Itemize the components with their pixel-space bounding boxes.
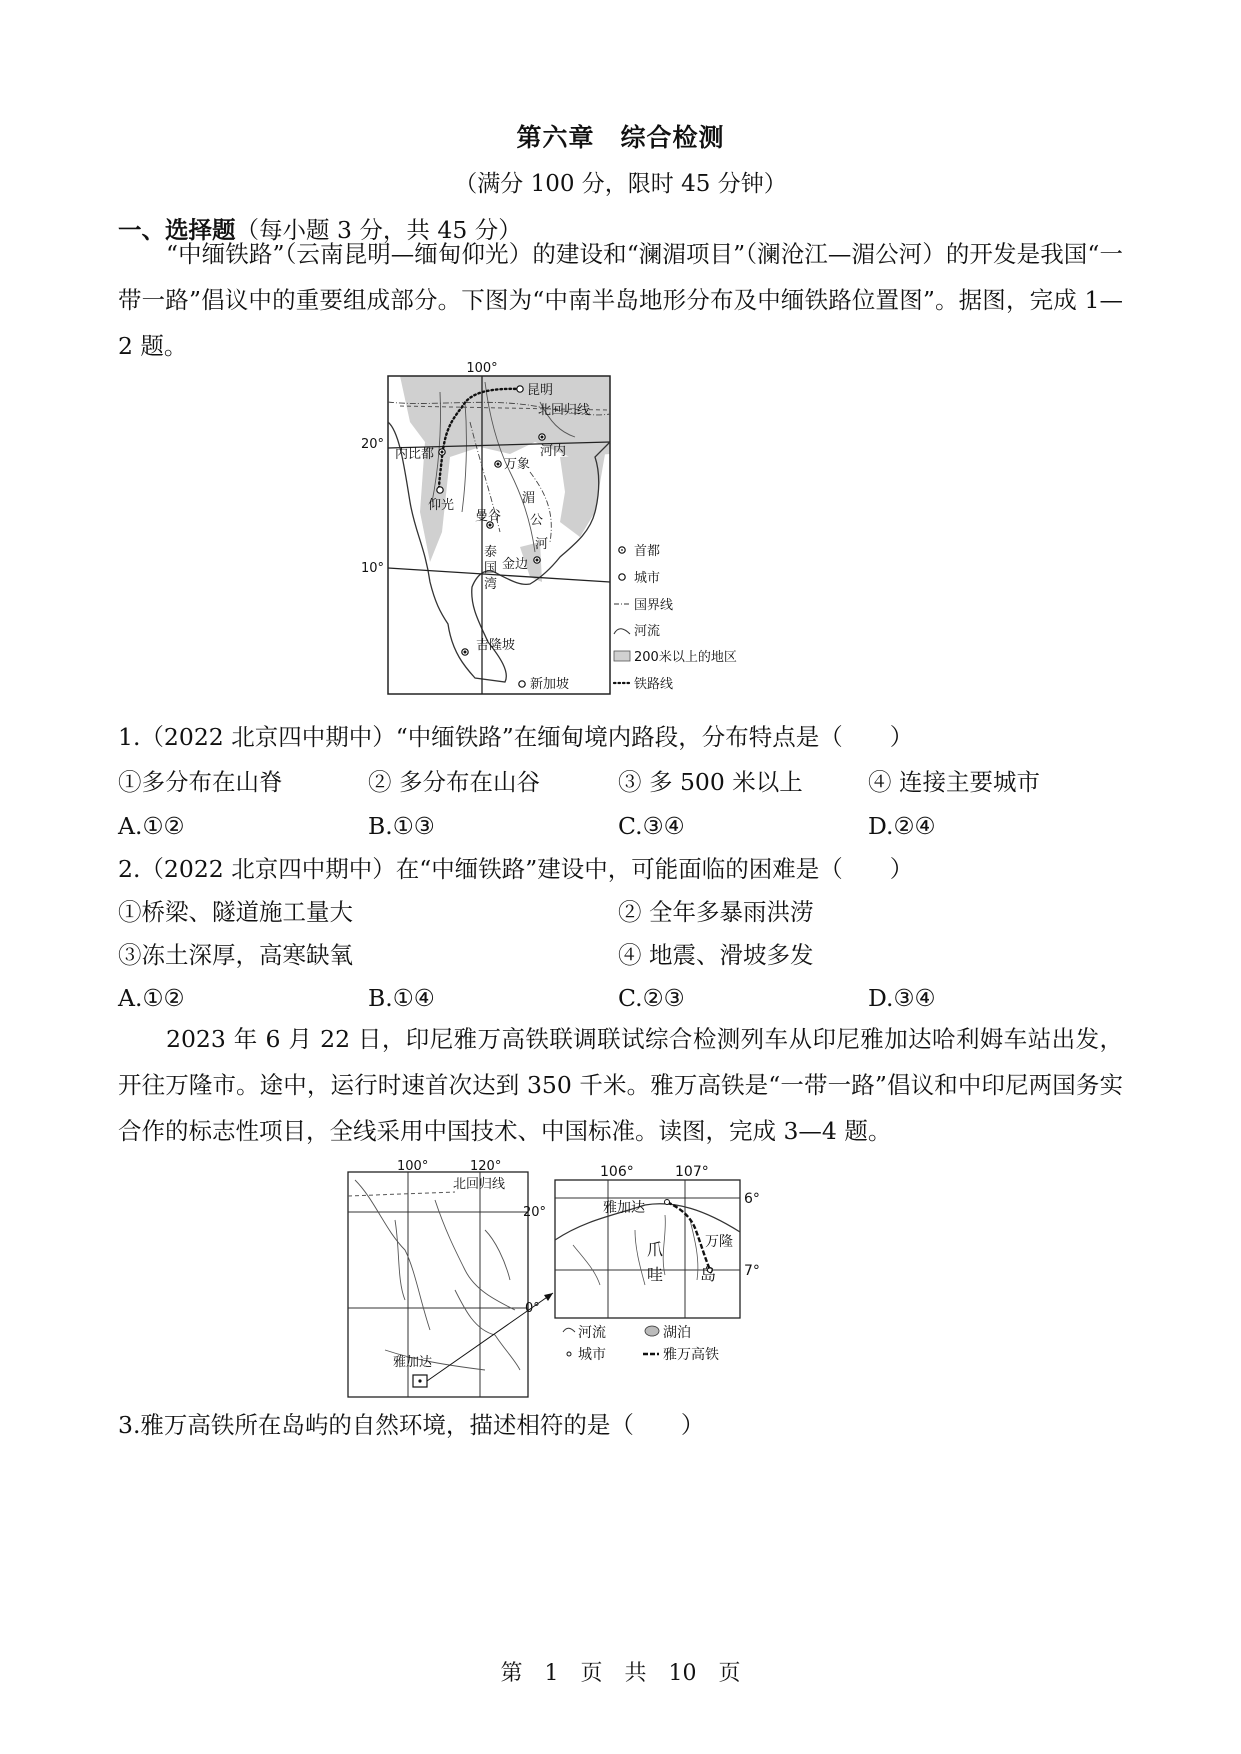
legend2-railway: 雅万高铁 <box>663 1347 719 1363</box>
page-footer: 第 1 页 共 10 页 <box>500 1661 741 1686</box>
parallel-10 <box>388 568 610 582</box>
legend-highland: 200米以上的地区 <box>634 650 737 665</box>
map1-label-5: 河内 <box>540 444 567 459</box>
legend-city: 城市 <box>634 571 661 586</box>
legend-border: 国界线 <box>634 598 674 613</box>
q1-item-1: ①多分布在山脊 <box>118 768 283 796</box>
map1-label-13: 泰 <box>484 545 498 560</box>
section-note: （每小题 3 分，共 45 分） <box>235 216 522 244</box>
q1-option-a: A.①② <box>118 812 185 840</box>
inset-label-1: 107° <box>675 1164 709 1180</box>
map1-label-9: 曼谷 <box>475 509 502 524</box>
map1-label-11: 公 <box>530 513 544 528</box>
map2-label-4: 0° <box>525 1301 540 1316</box>
q2-option-c: C.②③ <box>618 984 685 1012</box>
map1-label-16: 金边 <box>502 557 529 572</box>
map1-label-15: 湾 <box>484 577 498 592</box>
map2-label-0: 100° <box>397 1159 429 1174</box>
q2-option-b: B.①④ <box>368 984 435 1012</box>
inset-label-8: 岛 <box>700 1265 717 1284</box>
q1-item-2: ② 多分布在山谷 <box>368 768 540 796</box>
intro-paragraph-2: 2023 年 6 月 22 日，印尼雅万高铁联调联试综合检测列车从印尼雅加达哈利姆车站出发，开往万隆市。途中，运行时速首次达到 350 千米。雅万高铁是“一带一路”倡议和中印尼两国务实合作的标志性项目，全线采用中国技术、中国标准。读图，完成 3—4 题。 <box>118 1025 1123 1145</box>
legend-river: 河流 <box>634 624 661 639</box>
q2-option-a: A.①② <box>118 984 185 1012</box>
map2-label-2: 北回归线 <box>453 1177 506 1192</box>
map1-label-2: 10° <box>360 561 384 576</box>
page-subtitle: （满分 100 分，限时 45 分钟） <box>454 171 787 197</box>
q1-stem: 1.（2022 北京四中期中）“中缅铁路”在缅甸境内路段，分布特点是（ ） <box>118 723 914 751</box>
q2-item-1: ①桥梁、隧道施工量大 <box>118 898 353 926</box>
legend2-river: 河流 <box>578 1325 606 1341</box>
high-speed-rail-line <box>667 1202 710 1270</box>
inset-label-6: 爪 <box>647 1240 664 1259</box>
q2-item-2: ② 全年多暴雨洪涝 <box>618 898 814 926</box>
map1-label-6: 内比都 <box>395 447 435 462</box>
map1-label-8: 仰光 <box>428 498 455 513</box>
page-title: 第六章 综合检测 <box>516 123 725 152</box>
map1-label-4: 北回归线 <box>538 403 591 418</box>
map1-legend <box>614 543 737 692</box>
q3-stem: 3.雅万高铁所在岛屿的自然环境，描述相符的是（ ） <box>118 1411 705 1439</box>
map1-label-14: 国 <box>484 561 498 576</box>
q1-option-d: D.②④ <box>868 812 936 840</box>
legend2-lake: 湖泊 <box>663 1325 691 1341</box>
q1-option-c: C.③④ <box>618 812 685 840</box>
map1-label-12: 河 <box>535 537 549 552</box>
q1-option-b: B.①③ <box>368 812 435 840</box>
q2-item-4: ④ 地震、滑坡多发 <box>618 941 814 969</box>
map2-label-5: 雅加达 <box>393 1355 433 1370</box>
map1-label-0: 100° <box>466 361 498 376</box>
map1-label-3: 昆明 <box>527 383 554 398</box>
inset-label-5: 万隆 <box>705 1234 733 1250</box>
section-head: 一、选择题 <box>118 216 236 244</box>
q2-stem: 2.（2022 北京四中期中）在“中缅铁路”建设中，可能面临的困难是（ ） <box>118 855 914 883</box>
inset-label-7: 哇 <box>647 1265 664 1284</box>
java-map <box>345 1160 785 1400</box>
indochina-map <box>360 361 770 697</box>
intro-paragraph-1: “中缅铁路”（云南昆明—缅甸仰光）的建设和“澜湄项目”（澜沧江—湄公河）的开发是我国“一带一路”倡议中的重要组成部分。下图为“中南半岛地形分布及中缅铁路位置图”。据图，完成 1—2 题。 <box>118 240 1123 360</box>
map1-label-7: 万象 <box>504 457 531 472</box>
map1-label-17: 吉隆坡 <box>476 638 516 653</box>
map1-label-1: 20° <box>360 437 384 452</box>
map1-label-18: 新加坡 <box>530 677 570 692</box>
legend2-city: 城市 <box>578 1347 606 1363</box>
inset-label-3: 7° <box>744 1263 760 1279</box>
map2-label-3: 20° <box>523 1205 547 1220</box>
legend-capital: 首都 <box>634 544 661 559</box>
inset-label-0: 106° <box>600 1164 634 1180</box>
map2-legend <box>563 1324 719 1363</box>
q1-item-4: ④ 连接主要城市 <box>868 768 1040 796</box>
legend-railway: 铁路线 <box>634 677 674 692</box>
inset-label-2: 6° <box>744 1191 760 1207</box>
map1-label-10: 湄 <box>522 491 536 506</box>
inset-label-4: 雅加达 <box>603 1200 645 1216</box>
map2-label-1: 120° <box>470 1159 502 1174</box>
q2-item-3: ③冻土深厚，高寒缺氧 <box>118 941 353 969</box>
q2-option-d: D.③④ <box>868 984 936 1012</box>
q1-item-3: ③ 多 500 米以上 <box>618 768 803 796</box>
